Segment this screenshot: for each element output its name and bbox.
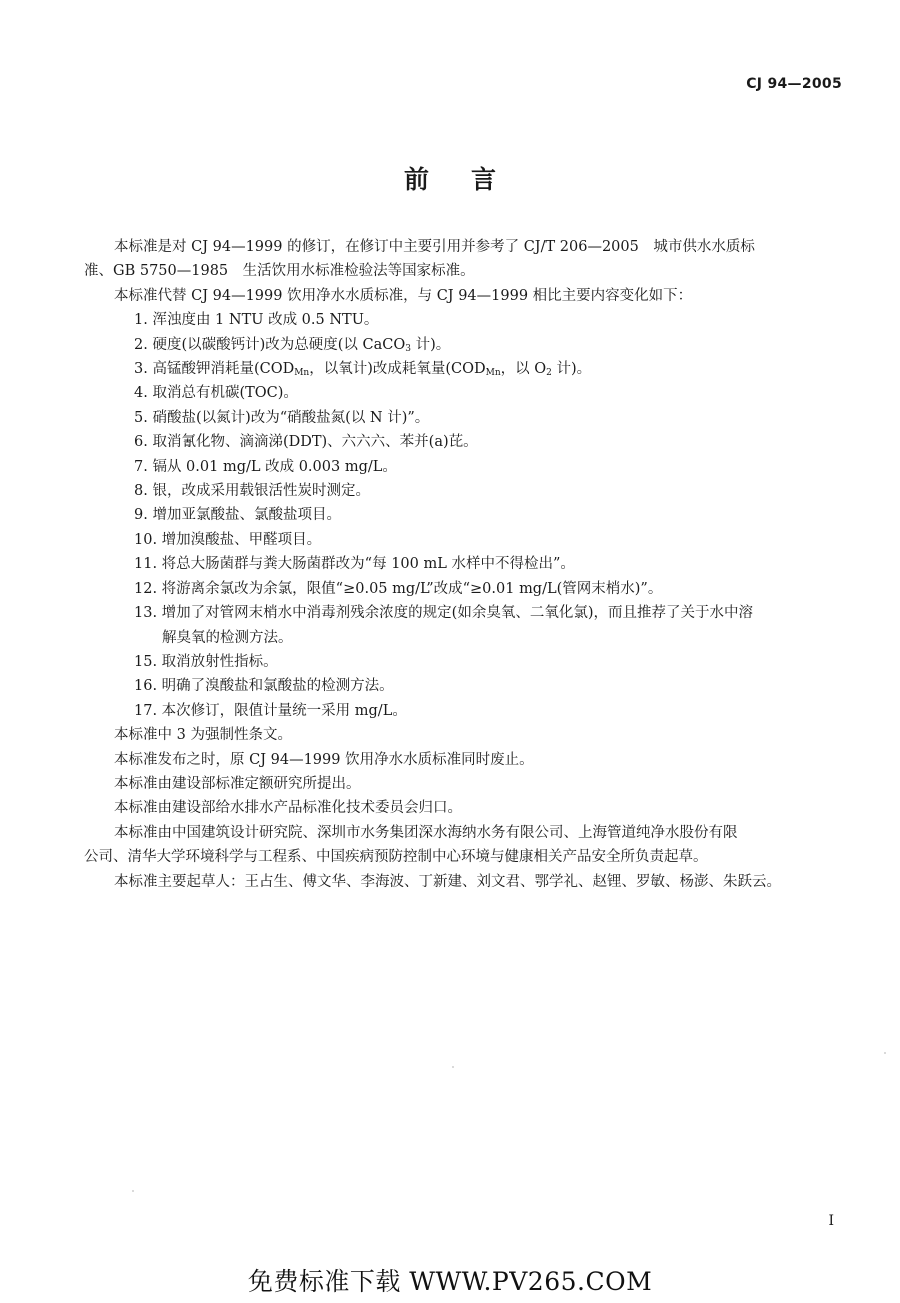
list-item: 15. 取消放射性指标。 [134,653,278,670]
paragraph-centralized: 本标准由建设部给水排水产品标准化技术委员会归口。 [114,800,462,817]
list-item: 13. 增加了对管网末梢水中消毒剂残余浓度的规定(如余臭氧、二氧化氯)，而且推荐了关于水中溶 解臭氧的检测方法。 [134,605,753,646]
list-item: 4. 取消总有机碳(TOC)。 [134,385,298,402]
list-item: 8. 银，改成采用载银活性炭时测定。 [134,483,370,500]
scan-speck [884,1052,886,1054]
list-item: 9. 增加亚氯酸盐、氯酸盐项目。 [134,507,341,524]
paragraph-drafters: 本标准主要起草人：王占生、傅文华、李海波、丁新建、刘文君、鄂学礼、赵锂、罗敏、杨澎、朱跃云。 [114,873,781,890]
list-item: 12. 将游离余氯改为余氯，限值“≥0.05 mg/L”改成“≥0.01 mg/L(管网末梢水)”。 [134,580,663,597]
footer-watermark: 免费标准下载 WWW.PV265.COM [247,1267,653,1296]
list-item: 7. 镉从 0.01 mg/L 改成 0.003 mg/L。 [134,458,397,475]
list-item: 3. 高锰酸钾消耗量($COD_{Mn}$，以氧计)改成耗氧量($COD_{Mn}$，以 $O_2$ 计)。 [134,361,592,379]
paragraph-abolish: 本标准发布之时，原 CJ 94—1999 饮用净水水质标准同时废止。 [114,751,534,768]
paragraph-drafters-org-line2: 公司、清华大学环境科学与工程系、中国疾病预防控制中心环境与健康相关产品安全所负责起草。 [84,849,708,866]
paragraph-drafters-org-line1: 本标准由中国建筑设计研究院、深圳市水务集团深水海纳水务有限公司、上海管道纯净水股份有限 [114,824,738,841]
scan-speck [452,1066,454,1068]
page-number: I [828,1213,834,1229]
list-item: 16. 明确了溴酸盐和氯酸盐的检测方法。 [134,678,394,695]
paragraph-proposed: 本标准由建设部标准定额研究所提出。 [114,775,361,792]
page-title [0,160,900,196]
foreword-body [84,235,838,894]
paragraph-intro-line2: 准、GB 5750—1985 生活饮用水标准检验法等国家标准。 [84,263,475,280]
paragraph-mandatory: 本标准中 3 为强制性条文。 [114,727,292,744]
paragraph-intro-line1: 本标准是对 CJ 94—1999 的修订，在修订中主要引用并参考了 CJ/T 206—2005 城市供水水质标 [114,239,755,255]
list-item: 17. 本次修订，限值计量统一采用 mg/L。 [134,702,407,719]
paragraph-replaces: 本标准代替 CJ 94—1999 饮用净水水质标准，与 CJ 94—1999 相比主要内容变化如下： [114,287,693,304]
scan-speck [132,1190,134,1192]
standard-number: CJ 94—2005 [746,76,842,92]
list-item: 2. 硬度(以碳酸钙计)改为总硬度(以 CaCO$_3$ 计)。 [134,336,451,354]
list-item: 10. 增加溴酸盐、甲醛项目。 [134,531,322,548]
list-item: 6. 取消氰化物、滴滴涕(DDT)、六六六、苯并(a)芘。 [134,434,478,451]
list-item: 5. 硝酸盐(以氮计)改为“硝酸盐氮(以 N 计)”。 [134,409,430,426]
title-char-2: 言 [471,165,497,194]
title-char-1: 前 [403,165,429,194]
list-item: 1. 浑浊度由 1 NTU 改成 0.5 NTU。 [134,312,379,329]
list-item: 11. 将总大肠菌群与粪大肠菌群改为“每 100 mL 水样中不得检出”。 [134,556,575,573]
